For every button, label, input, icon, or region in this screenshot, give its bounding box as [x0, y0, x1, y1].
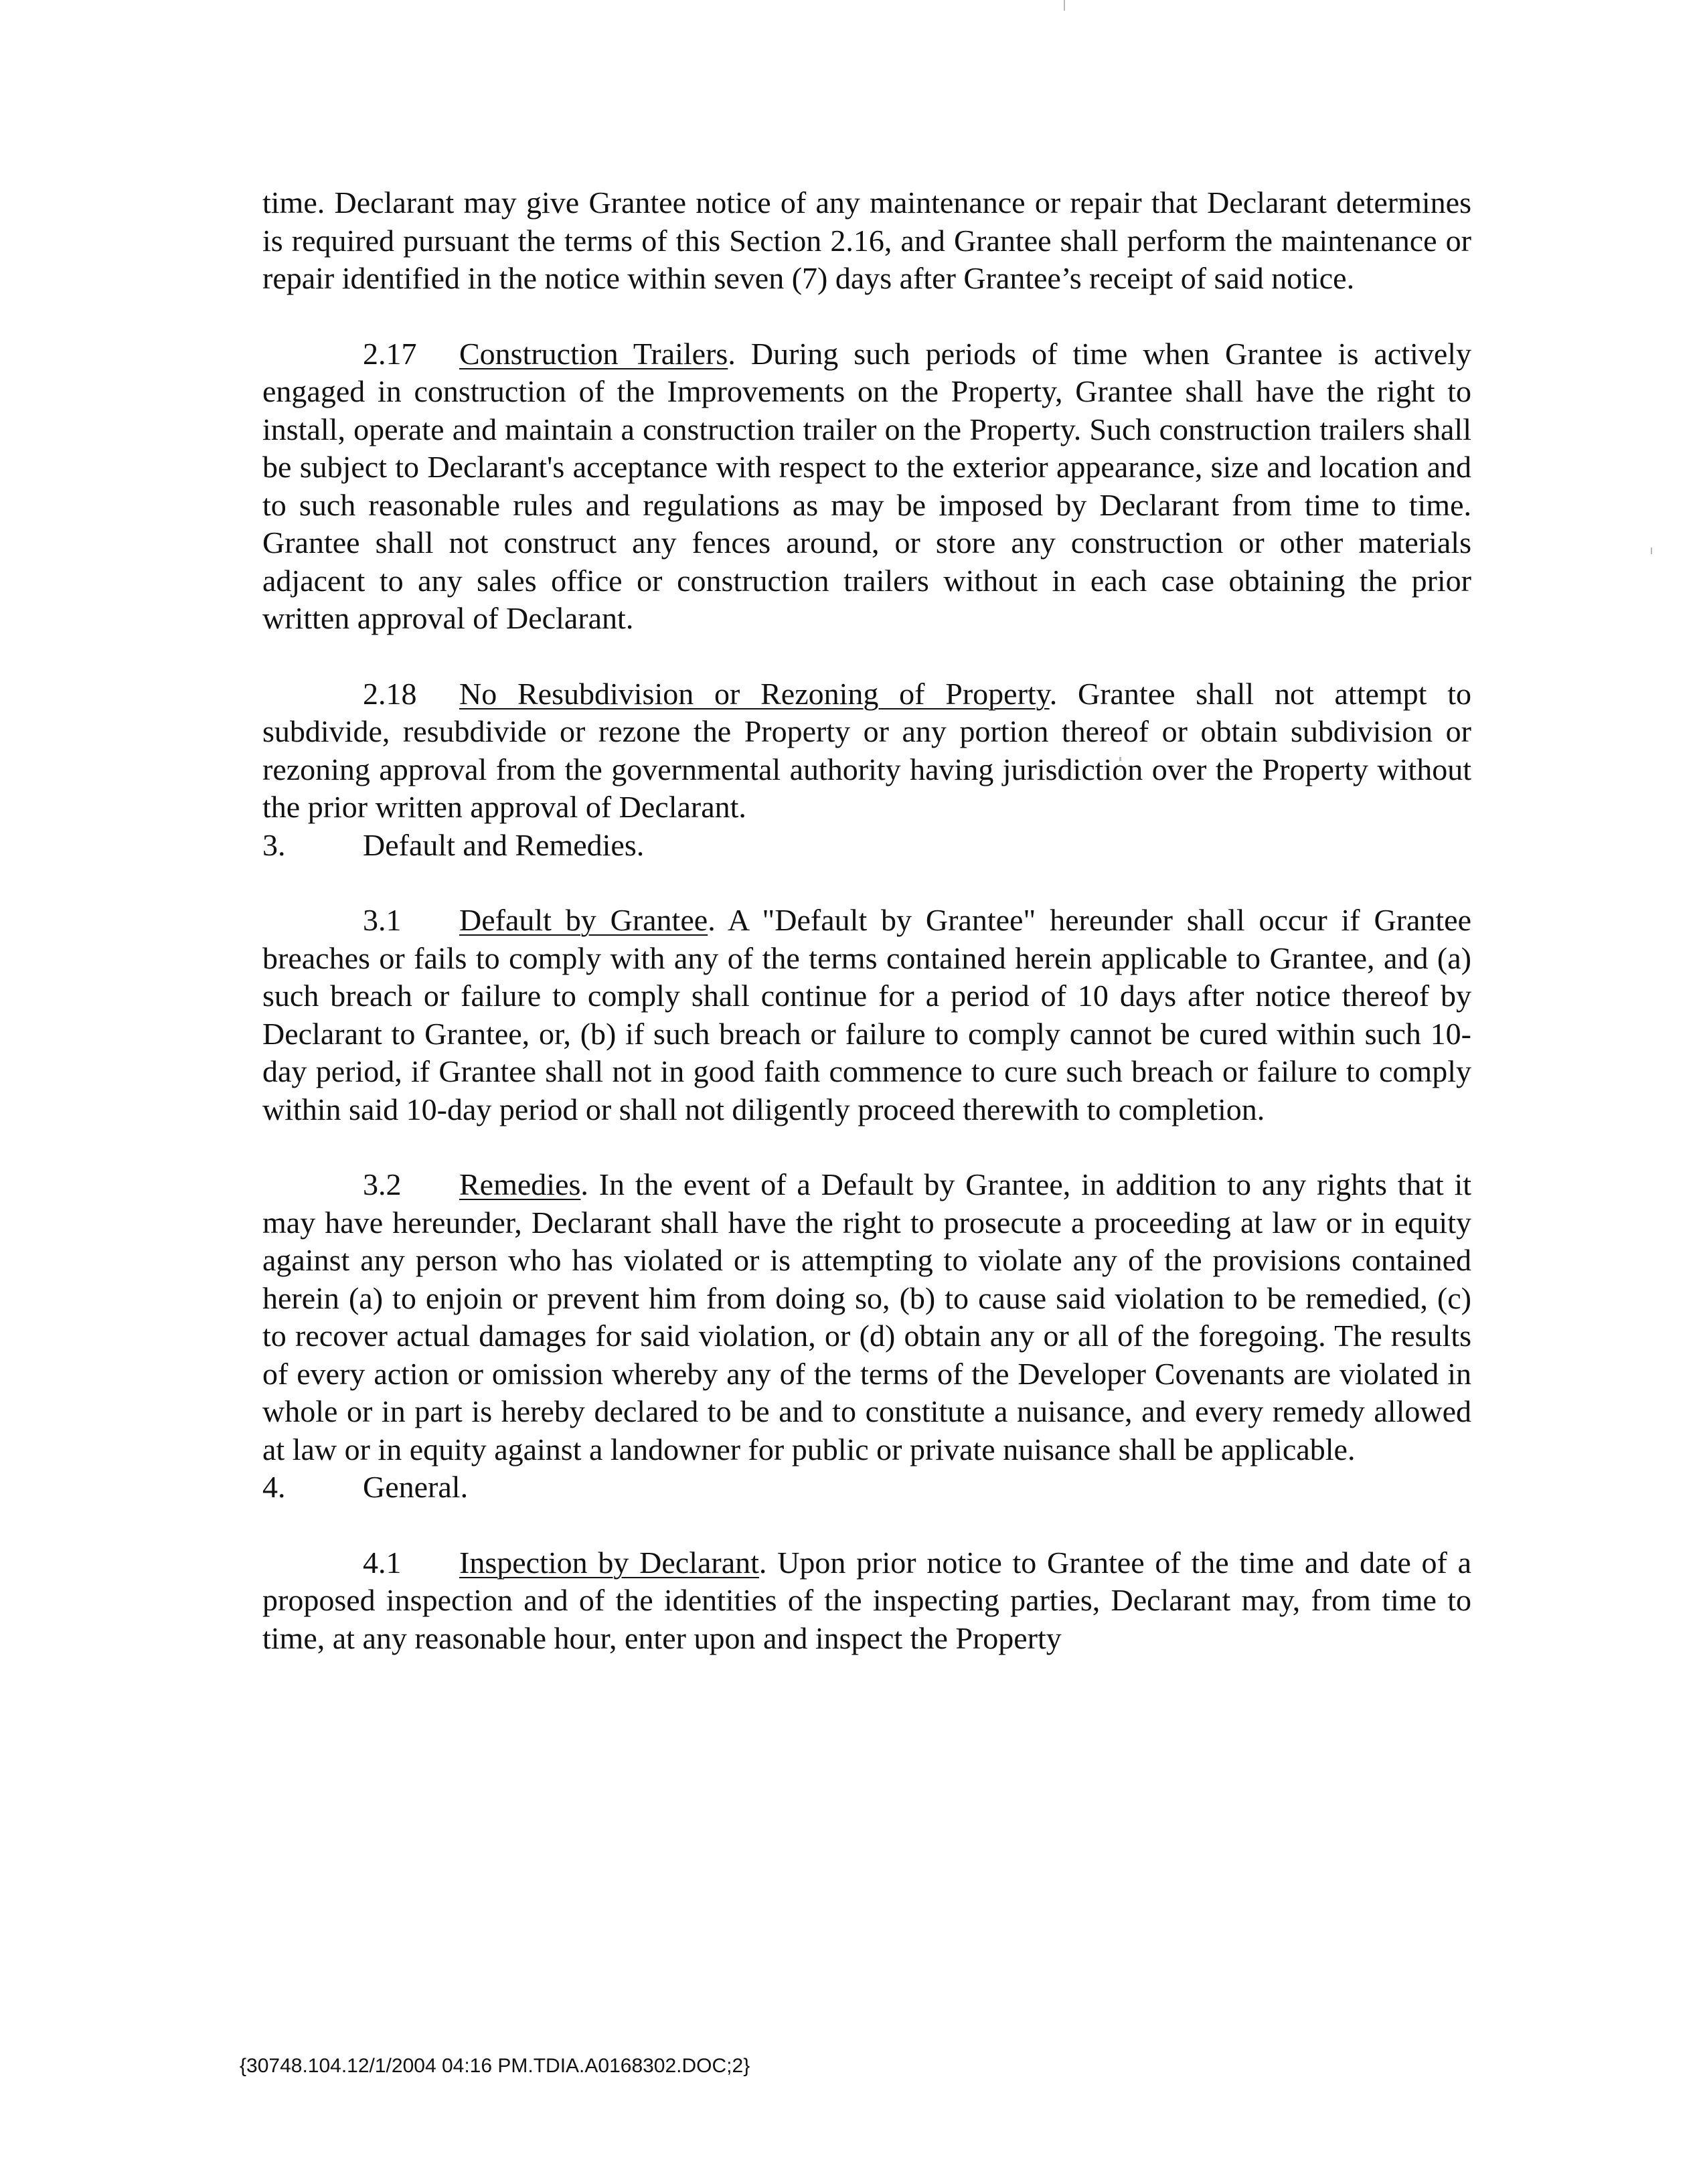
section-3-2-title: Remedies [459, 1167, 581, 1201]
section-3-heading [262, 827, 1471, 865]
section-3-2-period: . [580, 1167, 588, 1201]
section-4-title: General. [363, 1470, 469, 1504]
section-3-2-paragraph [262, 1166, 1471, 1468]
section-3-2-number: 3.2 [363, 1167, 402, 1201]
section-3-1-title: Default by Grantee [459, 903, 708, 937]
section-4-1-number: 4.1 [363, 1545, 402, 1580]
section-2-18-title: No Resubdivision or Rezoning of Property [459, 676, 1050, 711]
section-4-1-period: . [758, 1545, 767, 1580]
section-4-1-text: Upon prior notice to Grantee of the time and date of a proposed inspection and of the identities of the inspecting parties, Declarant may, from time to time, at any reasonable hour, enter upon and inspect the Property [262, 1545, 1472, 1655]
section-4-1-title: Inspection by Declarant [459, 1545, 759, 1580]
document-body [262, 184, 1471, 1657]
section-3-1-text: A "Default by Grantee" hereunder shall occur if Grantee breaches or fails to comply with any of the terms contained herein applicable to Grantee, and (a) such breach or failure to comply shall continue for a period of 10 days after notice thereof by Declarant to Grantee, or, (b) if such breach or failure to comply cannot be cured within such 10-day period, if Grantee shall not in good faith commence to cure such breach or failure to comply within said 10-day period or shall not diligently proceed therewith to completion. [262, 903, 1472, 1126]
section-4-number: 4. [262, 1470, 286, 1504]
intro-paragraph: time. Declarant may give Grantee notice of any maintenance or repair that Declarant determines is required pursuant the terms of this Section 2.16, and Grantee shall perform the maintenance or repair identified in the notice within seven (7) days after Grantee’s receipt of said notice. [262, 185, 1471, 295]
section-3-1-number: 3.1 [363, 903, 402, 937]
section-2-18-paragraph [262, 675, 1471, 827]
section-2-17-text: During such periods of time when Grantee is actively engaged in construction of the Improvements on the Property, Grantee shall have the right to install, operate and maintain a construction trailer on the Property. Such construction trailers shall be subject to Declarant's acceptance with respect to the exterior appearance, size and location and to such reasonable rules and regulations as may be imposed by Declarant from time to time. Grantee shall not construct any fences around, or store any construction or other materials adjacent to any sales office or construction trailers without in each case obtaining the prior written approval of Declarant. [262, 336, 1472, 635]
section-3-1-period: . [708, 903, 716, 937]
section-2-17-period: . [728, 336, 736, 371]
scan-artifact-top [1064, 0, 1065, 11]
scan-artifact-right [1651, 548, 1652, 554]
section-2-17-paragraph [262, 335, 1471, 638]
section-4-heading [262, 1468, 1471, 1507]
section-2-17-title: Construction Trailers [459, 336, 728, 371]
section-3-2-text: In the event of a Default by Grantee, in addition to any rights that it may have hereunder, Declarant shall have the right to prosecute a proceeding at law or in equity against any person who has violated or is attempting to violate any of the provisions contained herein (a) to enjoin or prevent him from doing so, (b) to cause said violation to be remedied, (c) to recover actual damages for said violation, or (d) obtain any or all of the foregoing. The results of every action or omission whereby any of the terms of the Developer Covenants are violated in whole or in part is hereby declared to be and to constitute a nuisance, and every remedy allowed at law or in equity against a landowner for public or private nuisance shall be applicable. [262, 1167, 1472, 1466]
section-2-18-period: . [1049, 676, 1058, 711]
section-2-17-number: 2.17 [363, 336, 417, 371]
document-footer: {30748.104.12/1/2004 04:16 PM.TDIA.A0168302.DOC;2} [240, 2055, 750, 2077]
section-3-title: Default and Remedies. [363, 827, 645, 862]
section-4-1-paragraph [262, 1544, 1471, 1658]
section-2-18-number: 2.18 [363, 676, 417, 711]
section-3-number: 3. [262, 827, 286, 862]
section-2-18-text: Grantee shall not attempt to subdivide, resubdivide or rezone the Property or any portion thereof or obtain subdivision or rezoning approval from the governmental authority having jurisdiction over the Property without the prior written approval of Declarant. [262, 676, 1472, 824]
section-3-1-paragraph [262, 902, 1471, 1128]
